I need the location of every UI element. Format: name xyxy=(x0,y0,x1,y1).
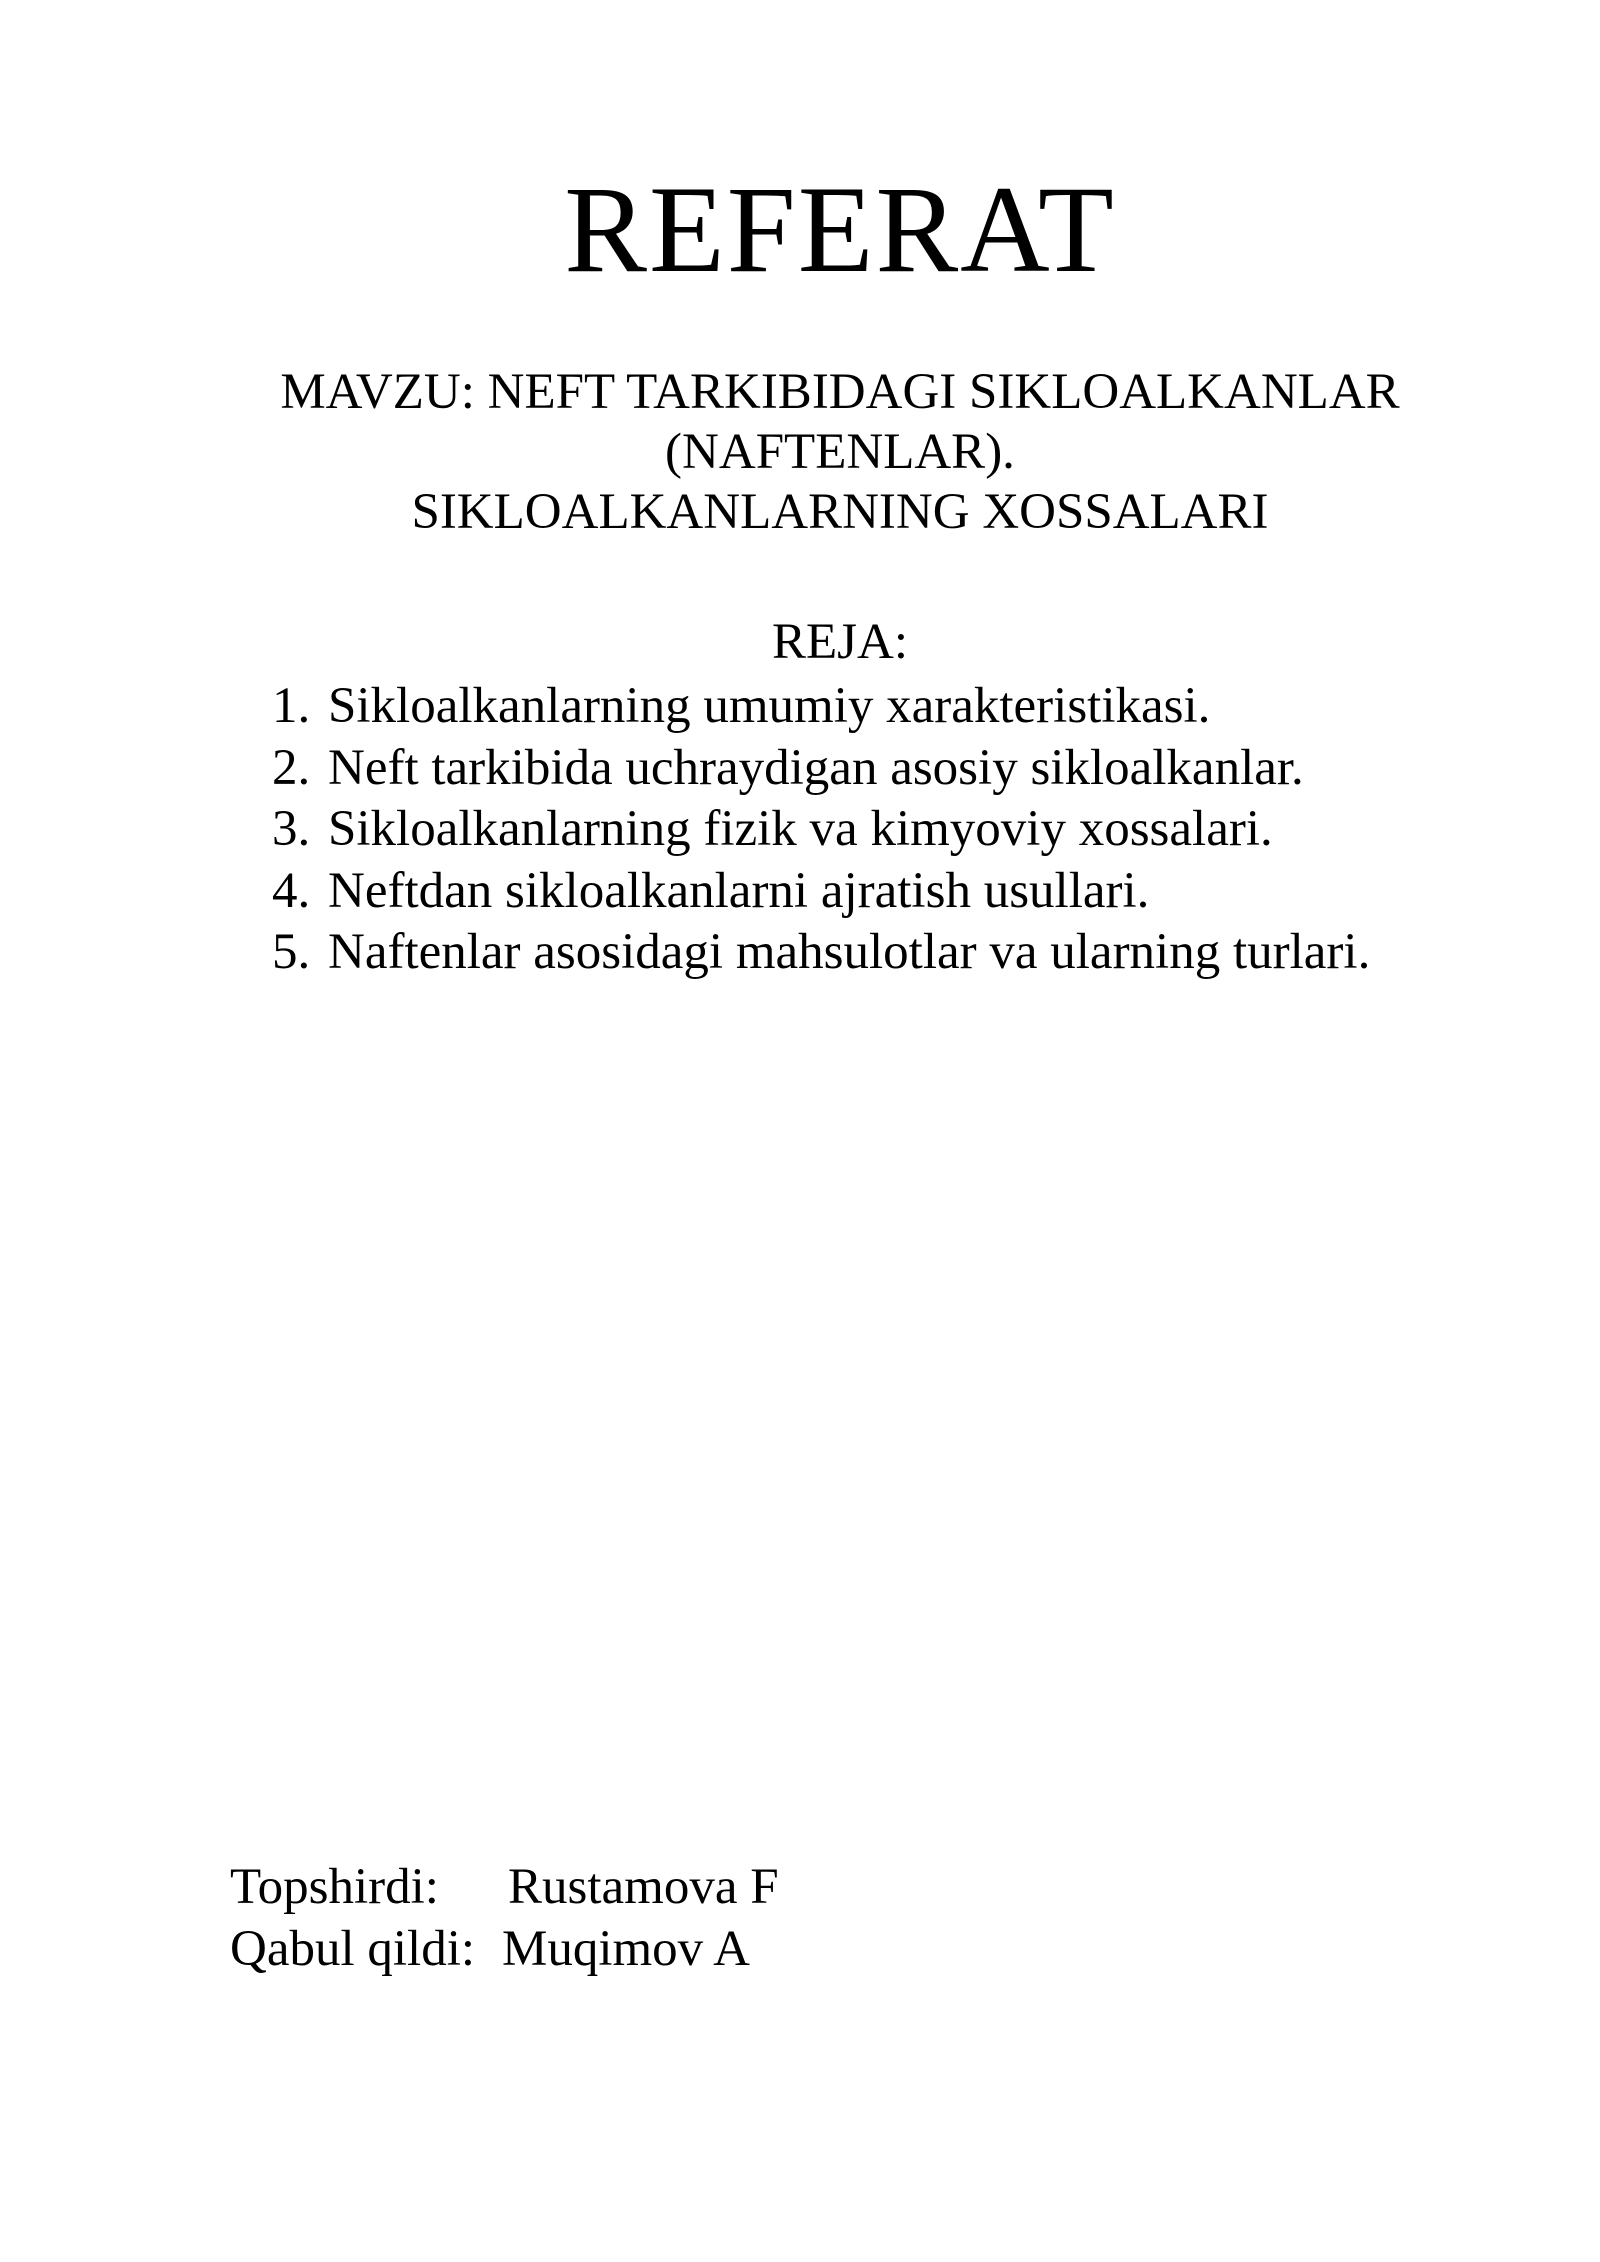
plan-item xyxy=(272,922,1370,984)
plan-item-number: 2. xyxy=(272,739,311,796)
signature-block xyxy=(230,1856,779,1980)
plan-item-text: Neftdan sikloalkanlarni ajratish usullari. xyxy=(328,862,1150,919)
plan-item-number: 5. xyxy=(272,924,311,980)
plan-item-text: Sikloalkanlarning umumiy xarakteristikasi. xyxy=(328,678,1211,734)
plan-item xyxy=(272,738,1370,800)
topic-line: SIKLOALKANLARNING XOSSALARI xyxy=(411,484,1269,540)
plan-item xyxy=(272,861,1370,923)
plan-item-number: 1. xyxy=(272,678,311,734)
accepted-by-name: Muqimov A xyxy=(502,1921,750,1977)
plan-item xyxy=(272,799,1370,861)
plan-list xyxy=(272,676,1370,984)
plan-item xyxy=(272,676,1370,738)
submitted-by-row xyxy=(230,1856,779,1918)
accepted-by-label: Qabul qildi: xyxy=(230,1921,476,1977)
plan-item-number: 3. xyxy=(272,801,311,857)
plan-item-number: 4. xyxy=(272,862,311,919)
topic-line: (NAFTENLAR). xyxy=(665,424,1015,480)
submitted-by-name: Rustamova F xyxy=(508,1859,779,1915)
submitted-by-label: Topshirdi: xyxy=(230,1859,439,1915)
topic-line: MAVZU: NEFT TARKIBIDAGI SIKLOALKANLAR xyxy=(280,364,1400,420)
plan-item-text: Sikloalkanlarning fizik va kimyoviy xossalari. xyxy=(328,801,1273,857)
accepted-by-row xyxy=(230,1918,779,1980)
document-title: REFERAT xyxy=(564,161,1116,298)
plan-item-text: Neft tarkibida uchraydigan asosiy sikloalkanlar. xyxy=(328,739,1304,796)
topic-block xyxy=(220,362,1460,542)
plan-heading: REJA: xyxy=(771,614,909,670)
plan-item-text: Naftenlar asosidagi mahsulotlar va ularning turlari. xyxy=(328,924,1371,980)
